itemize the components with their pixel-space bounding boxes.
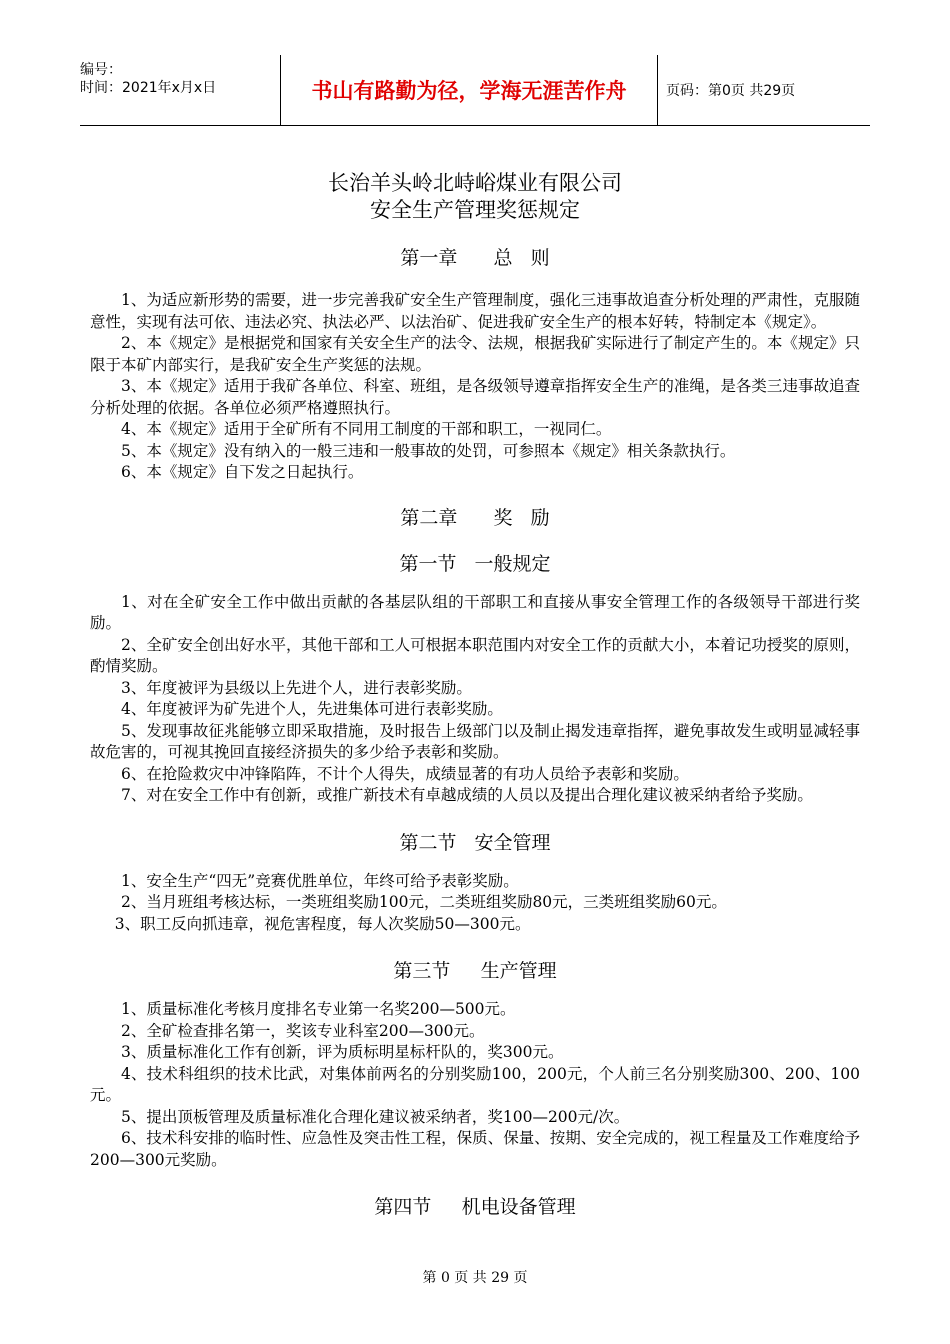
paragraph: 5、发现事故征兆能够立即采取措施，及时报告上级部门以及制止揭发违章指挥，避免事故发生或明显减轻事故危害的，可视其挽回直接经济损失的多少给予表彰和奖励。 bbox=[90, 721, 860, 761]
paragraph: 1、安全生产“四无”竞赛优胜单位，年终可给予表彰奖励。 bbox=[121, 871, 519, 890]
paragraph: 6、在抢险救灾中冲锋陷阵，不计个人得失，成绩显著的有功人员给予表彰和奖励。 bbox=[121, 764, 689, 783]
paragraph: 4、技术科组织的技术比武，对集体前两名的分别奖励100，200元，个人前三名分别奖励300、200、100元。 bbox=[90, 1064, 860, 1104]
company-name: 长治羊头岭北峙峪煤业有限公司 bbox=[328, 171, 622, 195]
header-page-info: 页码：第0页 共29页 bbox=[666, 83, 796, 99]
paragraph: 5、提出顶板管理及质量标准化合理化建议被采纳者，奖100—200元/次。 bbox=[121, 1107, 630, 1126]
page-header bbox=[80, 55, 870, 126]
section-heading: 第一节 一般规定 bbox=[399, 552, 551, 575]
section-heading: 第二节 安全管理 bbox=[399, 831, 551, 854]
chapter-heading: 第一章 总 则 bbox=[400, 247, 550, 269]
paragraph: 1、为适应新形势的需要，进一步完善我矿安全生产管理制度，强化三违事故追查分析处理的严肃性，克服随意性，实现有法可依、违法必究、执法必严、以法治矿、促进我矿安全生产的根本好转，特制定本《规定》。 bbox=[90, 291, 860, 331]
paragraph: 3、年度被评为县级以上先进个人，进行表彰奖励。 bbox=[121, 678, 472, 697]
paragraph: 6、本《规定》自下发之日起执行。 bbox=[121, 463, 364, 481]
paragraph: 2、当月班组考核达标，一类班组奖励100元，二类班组奖励80元，三类班组奖励60元。 bbox=[121, 893, 727, 911]
paragraph: 3、本《规定》适用于我矿各单位、科室、班组，是各级领导遵章指挥安全生产的准绳，是各类三违事故追查分析处理的依据。各单位必须严格遵照执行。 bbox=[90, 377, 860, 417]
paragraph: 4、本《规定》适用于全矿所有不同用工制度的干部和职工，一视同仁。 bbox=[121, 420, 612, 438]
paragraph: 2、全矿检查排名第一，奖该专业科室200—300元。 bbox=[121, 1021, 485, 1040]
paragraph: 2、全矿安全创出好水平，其他干部和工人可根据本职范围内对安全工作的贡献大小，本着记功授奖的原则，酌情奖励。 bbox=[90, 635, 860, 675]
header-motto: 书山有路勤为径，学海无涯苦作舟 bbox=[280, 55, 658, 125]
page-footer: 第 0 页 共 29 页 bbox=[422, 1270, 528, 1286]
section-heading: 第四节 机电设备管理 bbox=[374, 1196, 576, 1218]
number-label: 编号： bbox=[80, 62, 122, 78]
paragraph: 1、质量标准化考核月度排名专业第一名奖200—500元。 bbox=[121, 1000, 516, 1018]
paragraph: 2、本《规定》是根据党和国家有关安全生产的法令、法规，根据我矿实际进行了制定产生的。本《规定》只限于本矿内部实行，是我矿安全生产奖惩的法规。 bbox=[90, 334, 860, 374]
section-heading: 第三节 生产管理 bbox=[393, 960, 557, 982]
paragraph: 3、质量标准化工作有创新，评为质标明星标杆队的，奖300元。 bbox=[121, 1043, 564, 1061]
header-meta bbox=[80, 55, 280, 125]
paragraph: 6、技术科安排的临时性、应急性及突击性工程，保质、保量、按期、安全完成的，视工程量及工作难度给予200—300元奖励。 bbox=[90, 1129, 860, 1169]
paragraph: 1、对在全矿安全工作中做出贡献的各基层队组的干部职工和直接从事安全管理工作的各级领导干部进行奖励。 bbox=[90, 592, 860, 632]
time-label: 时间：2021年x月x日 bbox=[80, 80, 217, 96]
paragraph: 5、本《规定》没有纳入的一般三违和一般事故的处罚，可参照本《规定》相关条款执行。 bbox=[121, 441, 736, 460]
paragraph: 7、对在安全工作中有创新，或推广新技术有卓越成绩的人员以及提出合理化建议被采纳者给予奖励。 bbox=[121, 786, 813, 804]
paragraph: 3、职工反向抓违章，视危害程度，每人次奖励50—300元。 bbox=[114, 914, 531, 933]
document-body bbox=[90, 170, 860, 1235]
document-title: 安全生产管理奖惩规定 bbox=[370, 198, 580, 222]
chapter-heading: 第二章 奖 励 bbox=[400, 506, 550, 529]
paragraph: 4、年度被评为矿先进个人，先进集体可进行表彰奖励。 bbox=[121, 700, 503, 718]
